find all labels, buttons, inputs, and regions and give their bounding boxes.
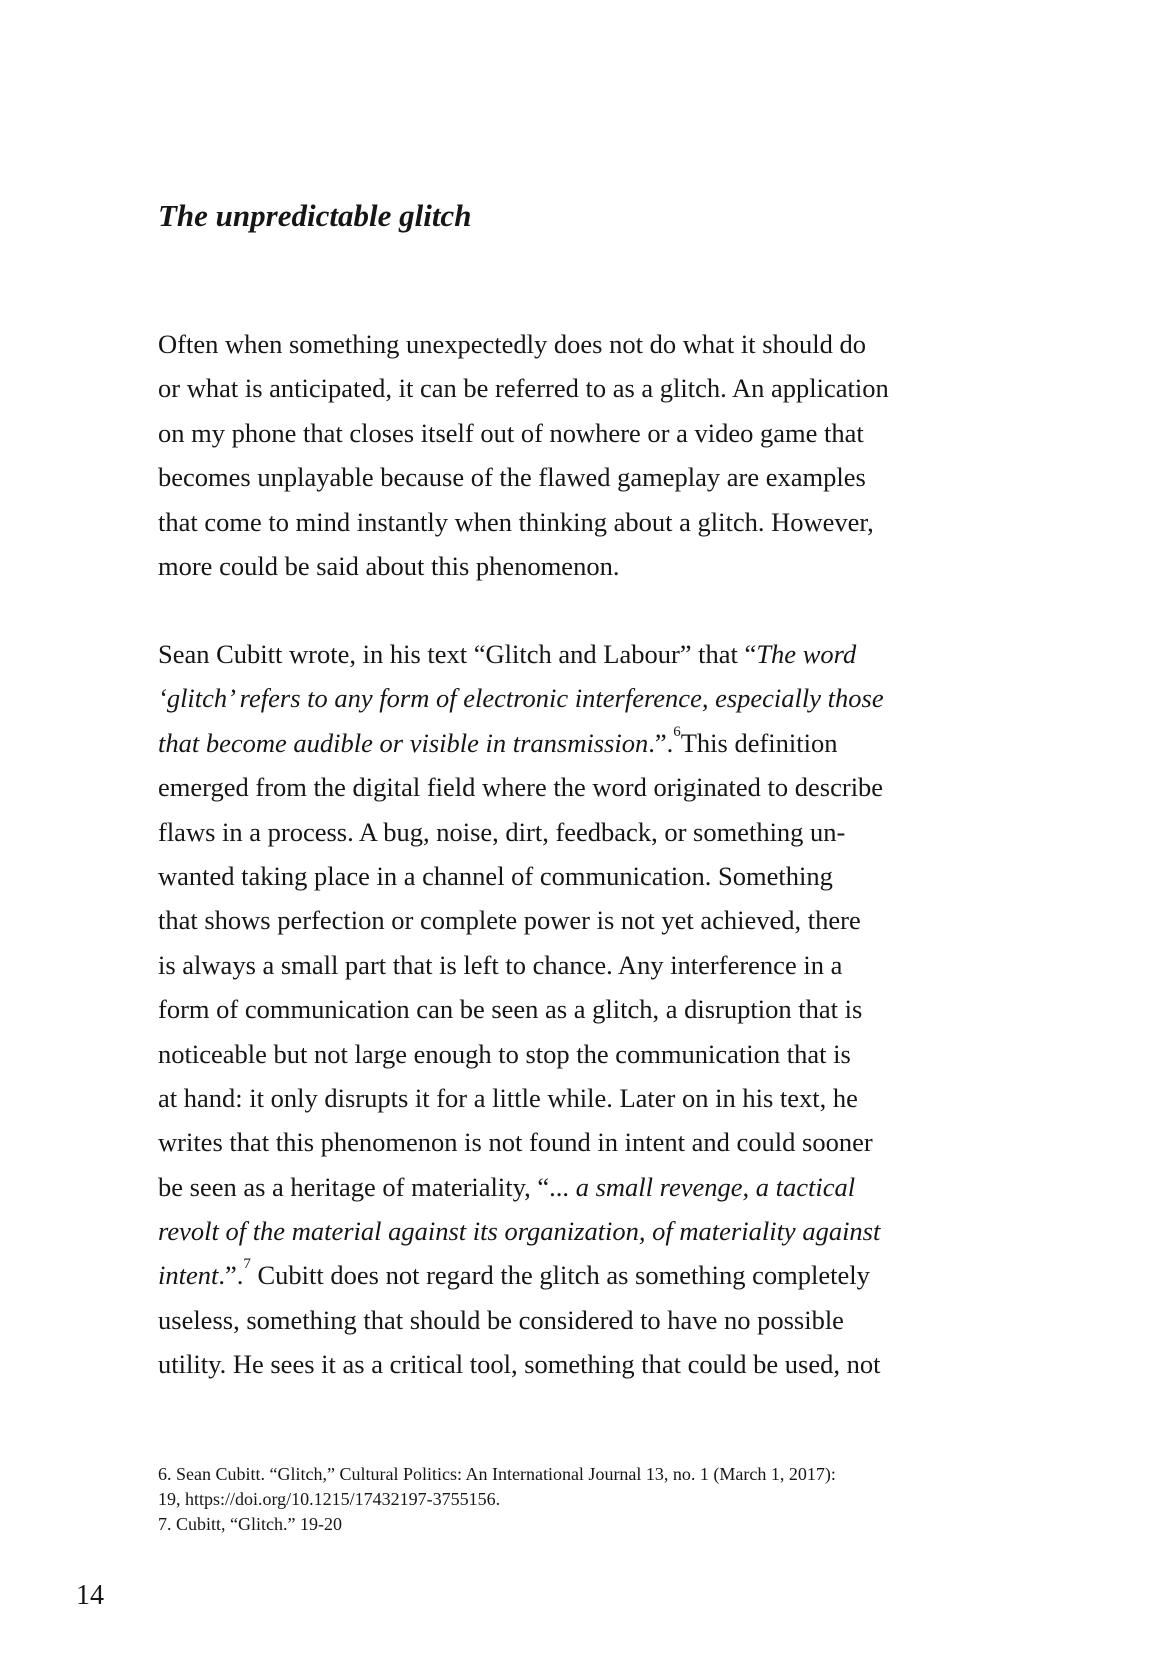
quote-run: intent — [158, 1260, 219, 1291]
text-line: flaws in a process. A bug, noise, dirt, feedback, or something un- — [158, 816, 846, 847]
text-line: noticeable but not large enough to stop the communication that is — [158, 1038, 851, 1069]
text-line: on my phone that closes itself out of nowhere or a video game that — [158, 417, 864, 448]
footnote-ref-7: 7 — [243, 1256, 251, 1273]
paragraph-cubitt — [158, 632, 884, 1387]
footnote-6: 6. Sean Cubitt. “Glitch,” Cultural Politics: An International Journal 13, no. 1 (March 1, 2017): — [158, 1464, 836, 1484]
text-run: .”. — [218, 1260, 244, 1291]
text-line: or what is anticipated, it can be referred to as a glitch. An application — [158, 373, 889, 404]
text-line: utility. He sees it as a critical tool, something that could be used, not — [158, 1349, 881, 1380]
text-line — [158, 1253, 884, 1297]
footnote-6-continued: 19, https://doi.org/10.1215/17432197-3755156. — [158, 1489, 501, 1509]
text-line: form of communication can be seen as a glitch, a disruption that is — [158, 994, 863, 1025]
quote-run: ‘glitch’ refers to any form of electronic interference, especially those — [158, 683, 884, 714]
text-line: that come to mind instantly when thinking about a glitch. However, — [158, 506, 874, 537]
quote-run: revolt of the material against its organization, of materiality against — [158, 1216, 881, 1247]
text-line: useless, something that should be considered to have no possible — [158, 1304, 844, 1335]
text-run: be seen as a heritage of materiality, “... — [158, 1171, 576, 1202]
text-line: wanted taking place in a channel of communication. Something — [158, 860, 833, 891]
text-line — [158, 1209, 884, 1253]
text-line: is always a small part that is left to chance. Any interference in a — [158, 949, 843, 980]
text-run: Sean Cubitt wrote, in his text “Glitch and Labour” that “ — [158, 639, 757, 669]
text-line: more could be said about this phenomenon. — [158, 550, 620, 581]
footnote-7: 7. Cubitt, “Glitch.” 19-20 — [158, 1514, 342, 1534]
text-line — [158, 1165, 884, 1209]
text-line: emerged from the digital field where the word originated to describe — [158, 772, 884, 803]
footnote-ref-6: 6 — [673, 723, 681, 740]
text-line: becomes unplayable because of the flawed gameplay are examples — [158, 462, 866, 493]
paragraph-intro — [158, 322, 889, 588]
text-line: writes that this phenomenon is not found in intent and could sooner — [158, 1127, 873, 1158]
quote-run: a small revenge, a tactical — [575, 1171, 856, 1202]
text-line: at hand: it only disrupts it for a little while. Later on in his text, he — [158, 1082, 858, 1113]
text-run: This definition — [680, 727, 838, 758]
text-line: that shows perfection or complete power is not yet achieved, there — [158, 905, 861, 936]
text-line: Often when something unexpectedly does not do what it should do — [158, 329, 867, 359]
text-run: .”. — [648, 727, 674, 758]
text-line — [158, 721, 884, 765]
section-title: The unpredictable glitch — [158, 198, 472, 233]
quote-run: The word — [756, 639, 857, 669]
page-number: 14 — [76, 1580, 104, 1611]
text-run: Cubitt does not regard the glitch as something completely — [250, 1260, 870, 1291]
footnotes — [158, 1462, 836, 1537]
quote-run: that become audible or visible in transmission — [158, 727, 649, 758]
text-line — [158, 632, 884, 676]
text-line — [158, 676, 884, 720]
